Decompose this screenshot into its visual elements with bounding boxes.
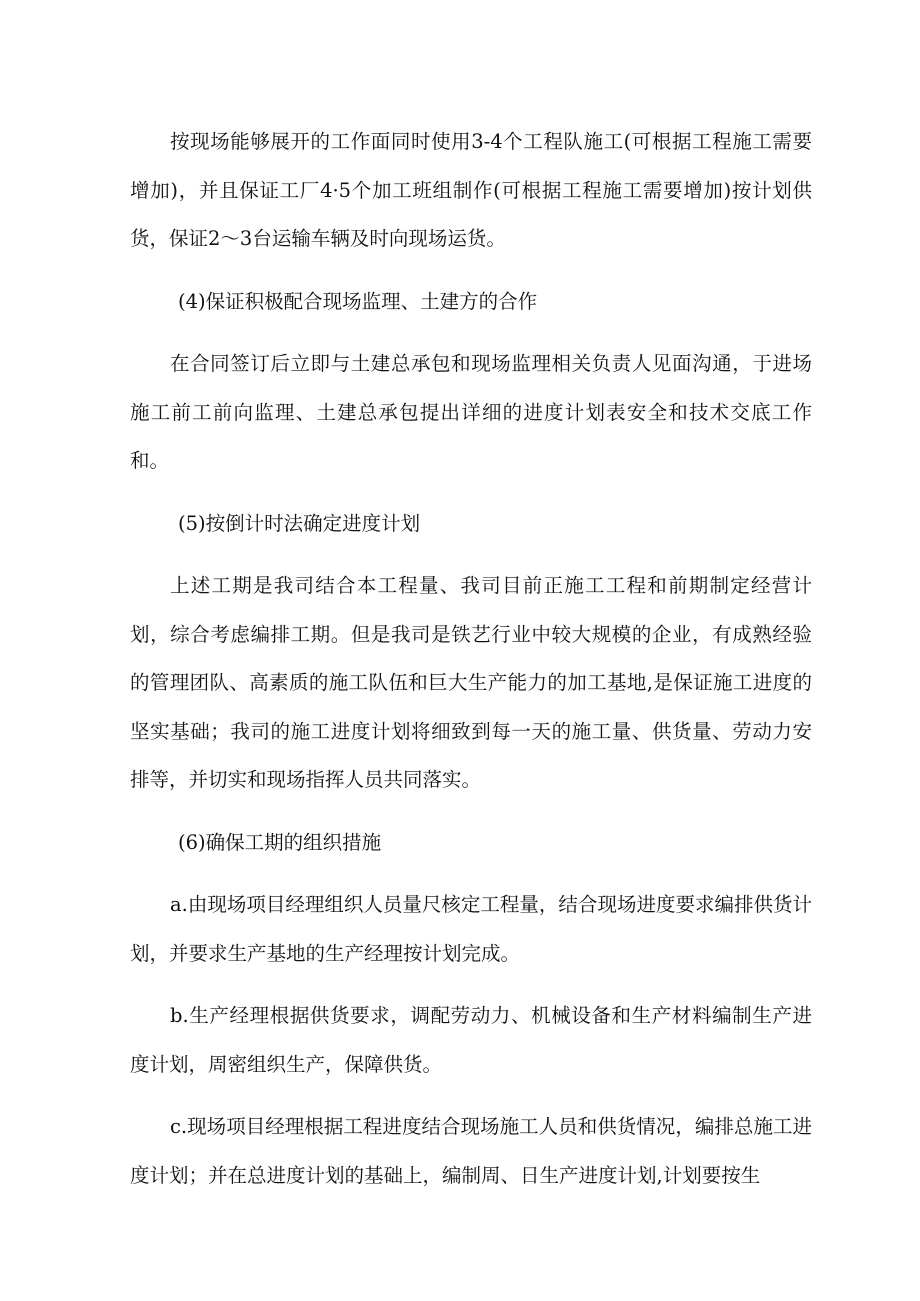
section-heading-5: (5)按倒计时法确定进度计划 bbox=[178, 511, 421, 535]
paragraph-measure-b: b.生产经理根据供货要求，调配劳动力、机械设备和生产材料编制生产进度计划，周密组织生产，保障供货。 bbox=[130, 1004, 812, 1076]
paragraph-measure-c: c.现场项目经理根据工程进度结合现场施工人员和供货情况，编排总施工进度计划；并在总进度计划的基础上，编制周、日生产进度计划,计划要按生 bbox=[130, 1115, 812, 1187]
paragraph-schedule-basis: 上述工期是我司结合本工程量、我司目前正施工工程和前期制定经营计划，综合考虑编排工期。但是我司是铁艺行业中较大规模的企业，有成熟经验的管理团队、高素质的施工队伍和巨大生产能力的加工基地,是保证施工进度的坚实基础；我司的施工进度计划将细致到每一天的施工量、供货量、劳动力安排等，并切实和现场指挥人员共同落实。 bbox=[130, 574, 812, 791]
section-heading-6: (6)确保工期的组织措施 bbox=[178, 830, 382, 854]
document-body bbox=[130, 118, 812, 1214]
paragraph-work-teams: 按现场能够展开的工作面同时使用3-4个工程队施工(可根据工程施工需要增加)，并且保证工厂4·5个加工班组制作(可根据工程施工需要增加)按计划供货，保证2～3台运输车辆及时向现场运货。 bbox=[130, 130, 812, 250]
paragraph-measure-a: a.由现场项目经理组织人员量尺核定工程量，结合现场进度要求编排供货计划，并要求生产基地的生产经理按计划完成。 bbox=[130, 893, 812, 965]
section-heading-4: (4)保证积极配合现场监理、土建方的合作 bbox=[178, 289, 538, 313]
paragraph-coordination: 在合同签订后立即与土建总承包和现场监理相关负责人见面沟通，于进场施工前工前向监理、土建总承包提出详细的进度计划表安全和技术交底工作和。 bbox=[130, 352, 812, 472]
